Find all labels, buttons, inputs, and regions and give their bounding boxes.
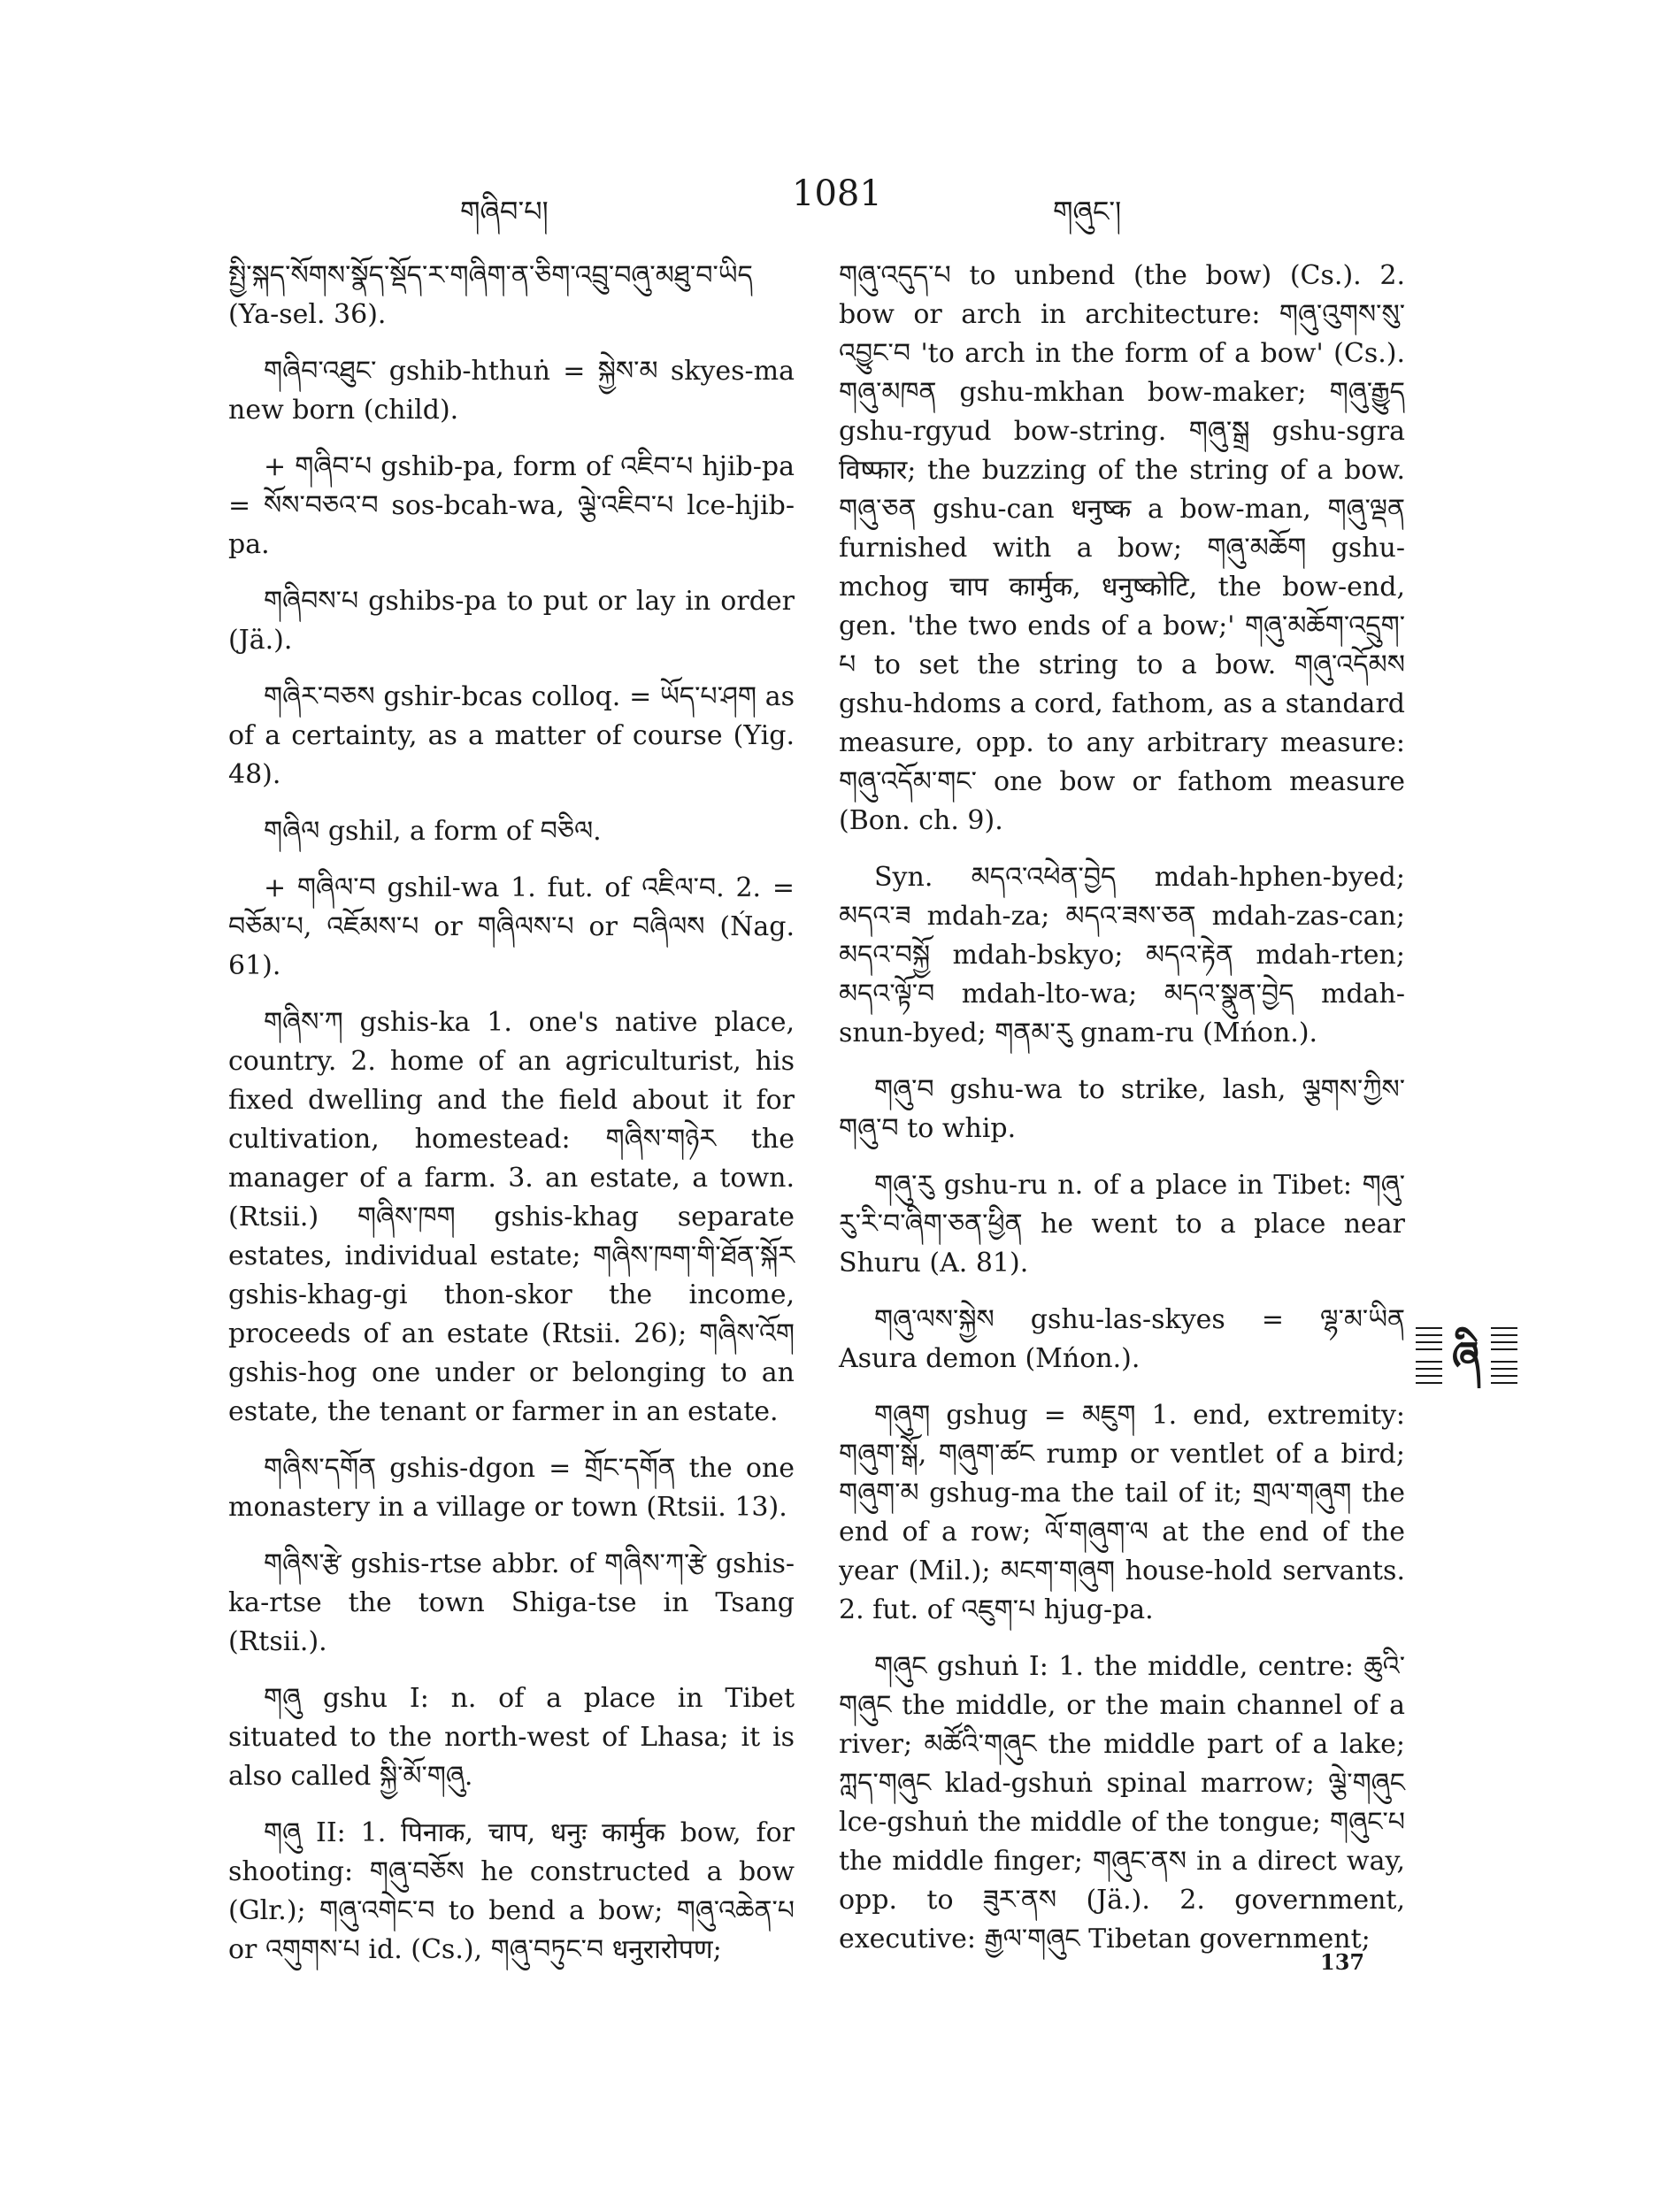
page-header bbox=[0, 173, 1659, 227]
dictionary-entry bbox=[839, 1301, 1405, 1379]
entry-text: གཞིབས་པ gshibs-pa to put or lay in order (Jä.). bbox=[228, 586, 795, 656]
dictionary-entry bbox=[228, 1814, 795, 1970]
entry-text: གཞིས་རྩེ gshis-rtse abbr. of གཞིས་ཀ་རྩེ gshis-ka-rtse the town Shiga-tse in Tsang (Rtsii.). bbox=[228, 1548, 795, 1657]
entry-text: གཞུ་བ gshu-wa to strike, lash, ལྕགས་ཀྱིས་གཞུ་བ to whip. bbox=[839, 1074, 1405, 1144]
dictionary-entry bbox=[228, 812, 795, 851]
thumb-index-letter: ཞི bbox=[1451, 1333, 1481, 1380]
signature-mark: 137 bbox=[1320, 1949, 1365, 1975]
entry-text: གཞུ II: 1. पिनाक, चाप, धनुः कार्मुक bow, for shooting: གཞུ་བཅོས he constructed a bow (Glr.); གཞུ་འགེང་བ to bend a bow; གཞུ་འཆེན་པ or འགུགས་པ id. (Cs.), གཞུ་བཏུང་བ धनुरारोपण; bbox=[228, 1817, 795, 1965]
entry-text: གཞིབ་འཐུང་ gshib-hthuṅ = སྐྱེས་མ skyes-ma new born (child). bbox=[228, 356, 795, 426]
right-column bbox=[839, 257, 1405, 1977]
guide-word-right: གཞུང་། bbox=[1053, 195, 1122, 228]
dictionary-entry bbox=[839, 1166, 1405, 1283]
entry-text: གཞིལ gshil, a form of བཅིལ. bbox=[264, 816, 602, 847]
entry-text: གཞུ་ལས་སྐྱེས gshu-las-skyes = ལྷ་མ་ཡིན Asura demon (Mńon.). bbox=[839, 1304, 1405, 1374]
dictionary-entry bbox=[228, 352, 795, 430]
dictionary-entry bbox=[228, 869, 795, 986]
dictionary-entry bbox=[839, 1647, 1405, 1959]
entry-text: གཞུ gshu I: n. of a place in Tibet situated to the north-west of Lhasa; it is also called སྐྱི་མོ་གཞུ. bbox=[228, 1683, 795, 1792]
left-column bbox=[228, 257, 795, 1987]
dictionary-entry bbox=[839, 1071, 1405, 1148]
dictionary-entry bbox=[228, 678, 795, 795]
guide-word-left: གཞིབ་པ། bbox=[460, 195, 549, 228]
dictionary-entry bbox=[228, 1003, 795, 1432]
dictionary-entry bbox=[839, 1396, 1405, 1630]
page-number: 1081 bbox=[792, 173, 882, 214]
entry-text: + གཞིལ་བ gshil-wa 1. fut. of འཇིལ་བ. 2. = བཅོམ་པ, འཇོམས་པ or གཞིལས་པ or བཞིལས (Ńag. 61). bbox=[228, 872, 795, 981]
entry-text: Syn. མདའ་འཕེན་བྱེད mdah-hphen-byed; མདའ་ཟ mdah-za; མདའ་ཟས་ཅན mdah-zas-can; མདའ་བསྐྱོ mdah-bskyo; མདའ་རྟེན mdah-rten; མདའ་ལྟོ་བ mdah-lto-wa; མདའ་སྣུན་བྱེད mdah-snun-byed; གནམ་རུ gnam-ru (Mńon.). bbox=[839, 862, 1405, 1048]
dictionary-entry bbox=[228, 448, 795, 565]
entry-text: གཞིས་དགོན gshis-dgon = གྲོང་དགོན the one monastery in a village or town (Rtsii. 13). bbox=[228, 1453, 795, 1523]
entry-text: གཞུག gshug = མཇུག 1. end, extremity: གཞུག་སྒོ, གཞུག་ཚང rump or ventlet of a bird; གཞུག་མ gshug-ma the tail of it; གྲལ་གཞུག the end of a row; ལོ་གཞུག་ལ at the end of the year (Mil.); མངག་གཞུག house-hold servants. 2. fut. of འཇུག་པ hjug-pa. bbox=[839, 1400, 1405, 1625]
dictionary-entry bbox=[839, 858, 1405, 1053]
entry-text: གཞིས་ཀ gshis-ka 1. one's native place, country. 2. home of an agriculturist, his fixed dwelling and the field about it for cultivation, homestead: གཞིས་གཉེར the manager of a farm. 3. an estate, a town. (Rtsii.) གཞིས་ཁག gshis-khag separate estates, individual estate; གཞིས་ཁག་གི་ཐོན་སྐོར gshis-khag-gi thon-skor the income, proceeds of an estate (Rtsii. 26); གཞིས་འོག gshis-hog one under or belonging to an estate, the tenant or farmer in an estate. bbox=[228, 1007, 795, 1427]
entry-text: + གཞིབ་པ gshib-pa, form of འཇིབ་པ hjib-pa = སོས་བཅའ་བ sos-bcah-wa, ལྕེ་འཇིབ་པ lce-hjib-pa. bbox=[228, 451, 795, 560]
dictionary-entry bbox=[228, 1545, 795, 1662]
entry-text: སྤྱི་སྐད་སོགས་སྣོད་སྡོད་ར་གཞིག་ན་ཅིག་འབྲུ་བཞུ་མཐུ་བ་ཡིད (Ya-sel. 36). bbox=[228, 260, 753, 330]
dictionary-entry bbox=[228, 1449, 795, 1527]
entry-text: གཞུ་རུ gshu-ru n. of a place in Tibet: གཞུ་རུ་རི་བ་ཞིག་ཅན་ཕྱིན he went to a place near Shuru (A. 81). bbox=[839, 1170, 1405, 1279]
entry-text: གཞིར་བཅས gshir-bcas colloq. = ཡོད་པ་ཤག as of a certainty, as a matter of course (Yig. 48). bbox=[228, 681, 795, 790]
entry-text: གཞུང gshuṅ I: 1. the middle, centre: ཆུའི་གཞུང the middle, or the main channel of a river; མཚོའི་གཞུང the middle part of a lake; ཀླད་གཞུང klad-gshuṅ spinal marrow; ལྕེ་གཞུང lce-gshuṅ the middle of the tongue; གཞུང་པ the middle finger; གཞུང་ནས in a direct way, opp. to ཟུར་ནས (Jä.). 2. government, executive: རྒྱལ་གཞུང Tibetan government; bbox=[839, 1651, 1405, 1955]
thumb-index-tab bbox=[1416, 1323, 1517, 1388]
dictionary-entry bbox=[228, 1679, 795, 1796]
dictionary-entry bbox=[228, 582, 795, 660]
entry-text: གཞུ་འདུད་པ to unbend (the bow) (Cs.). 2. bow or arch in architecture: གཞུ་འུགས་སུ་འབྱུང་བ 'to arch in the form of a bow' (Cs.). གཞུ་མཁན gshu-mkhan bow-maker; གཞུ་རྒྱུད gshu-rgyud bow-string. གཞུ་སྒྲ gshu-sgra विष्फार; the buzzing of the string of a bow. གཞུ་ཅན gshu-can धनुष्क a bow-man, གཞུ་ལྡན furnished with a bow; གཞུ་མཆོག gshu-mchog चाप कार्मुक, धनुष्कोटि, the bow-end, gen. 'the two ends of a bow;' གཞུ་མཆོག་འདྲུག་པ to set the string to a bow. གཞུ་འདོམས gshu-hdoms a cord, fathom, as a standard measure, opp. to any arbitrary measure: གཞུ་འདོམ་གང་ one bow or fathom measure (Bon. ch. 9). bbox=[839, 260, 1405, 836]
dictionary-entry bbox=[839, 257, 1405, 841]
dictionary-entry bbox=[228, 257, 795, 334]
